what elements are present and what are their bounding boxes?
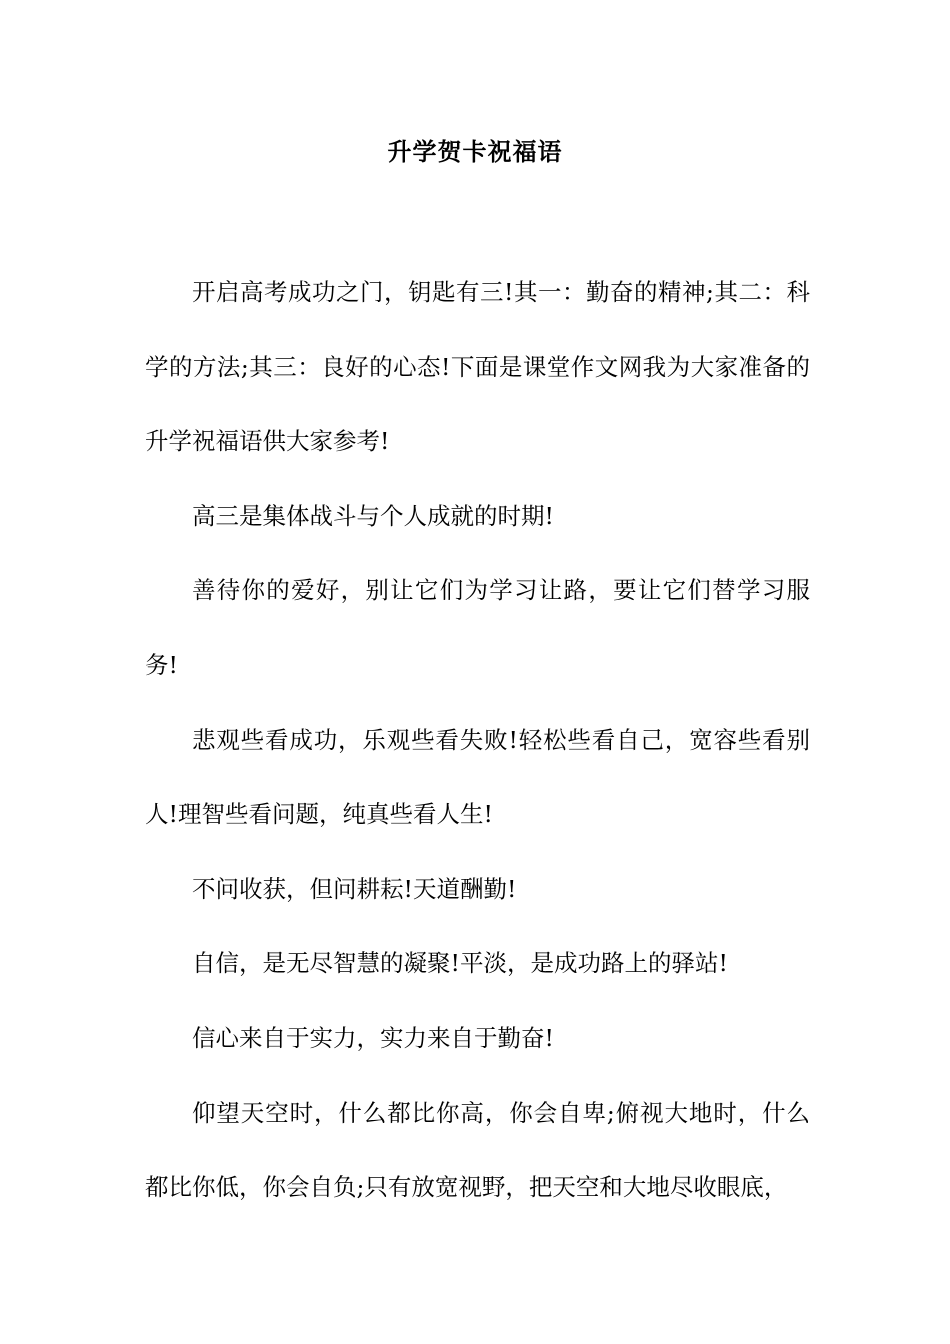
paragraph: 仰望天空时，什么都比你高，你会自卑;俯视大地时，什么都比你低，你会自负;只有放宽视野，把天空和大地尽收眼底， xyxy=(145,1098,810,1202)
page-title: 升学贺卡祝福语 xyxy=(387,137,563,166)
paragraph: 悲观些看成功，乐观些看失败!轻松些看自己，宽容些看别人!理智些看问题，纯真些看人生! xyxy=(145,725,810,829)
paragraph: 不问收获，但问耕耘!天道酬勤! xyxy=(192,874,517,903)
paragraph: 信心来自于实力，实力来自于勤奋! xyxy=(192,1023,554,1052)
paragraph: 开启高考成功之门，钥匙有三!其一：勤奋的精神;其二：科学的方法;其三：良好的心态!下面是课堂作文网我为大家准备的升学祝福语供大家参考! xyxy=(145,278,810,456)
paragraph: 善待你的爱好，别让它们为学习让路，要让它们替学习服务! xyxy=(145,576,810,679)
paragraph: 自信，是无尽智慧的凝聚!平淡，是成功路上的驿站! xyxy=(192,949,728,978)
document-body xyxy=(145,255,810,1225)
paragraph: 高三是集体战斗与个人成就的时期! xyxy=(192,501,554,530)
